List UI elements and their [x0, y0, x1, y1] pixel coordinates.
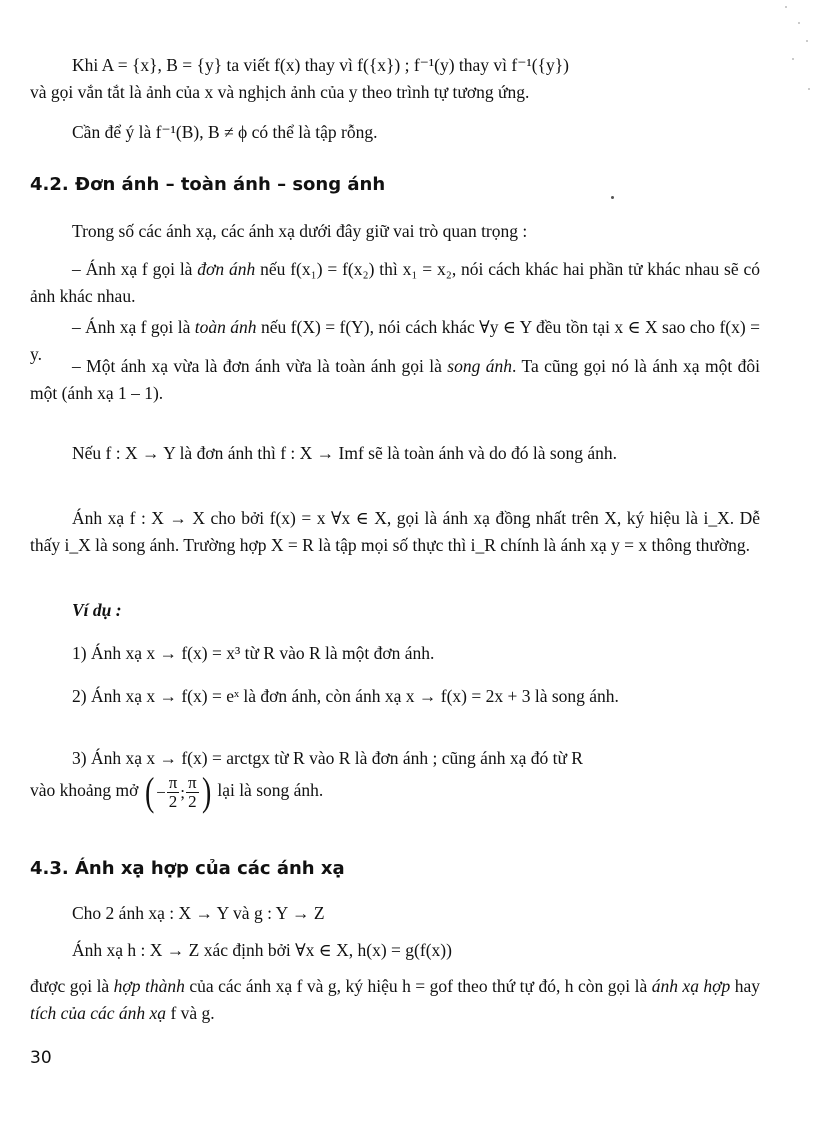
definition-injective [30, 256, 760, 310]
scan-speck [611, 196, 614, 199]
paragraph-imf: Nếu f : X → Y là đơn ánh thì f : X → Imf sẽ là toàn ánh và do đó là song ánh. [72, 443, 617, 463]
fraction-left-denominator: 2 [168, 791, 178, 811]
scan-speck [792, 58, 794, 60]
paragraph-identity-map: Ánh xạ f : X → X cho bởi f(x) = x ∀x ∈ X, gọi là ánh xạ đồng nhất trên X, ký hiệu là i_X. Dễ thấy i_X là song ánh. Trường hợp X = R là tập mọi số thực thì i_R chính là ánh xạ y = x thông thường. [30, 508, 760, 555]
example-3: 3) Ánh xạ x → f(x) = arctgx từ R vào R là đơn ánh ; cũng ánh xạ đó từ R [72, 748, 583, 768]
fraction-right [186, 774, 199, 811]
composition-pre: được gọi là [30, 976, 114, 996]
example-3-interval-post: lại là song ánh. [217, 780, 324, 801]
term-bijective: song ánh [447, 356, 513, 376]
example-3-interval-pre: vào khoảng mở [30, 780, 139, 801]
interval-separator: ; [180, 782, 186, 802]
minus-sign: − [156, 782, 166, 802]
definition-surjective-pre: – Ánh xạ f gọi là [72, 317, 195, 337]
term-composition: hợp thành [113, 976, 185, 996]
intro-line-1: Khi A = {x}, B = {y} ta viết f(x) thay vì f({x}) ; f⁻¹(y) thay vì f⁻¹({y}) [72, 55, 569, 75]
example-2: 2) Ánh xạ x → f(x) = eˣ là đơn ánh, còn ánh xạ x → f(x) = 2x + 3 là song ánh. [72, 686, 619, 706]
term-injective: đơn ánh [197, 259, 256, 279]
composition-post: f và g. [166, 1003, 215, 1023]
intro-line-2: và gọi vắn tắt là ảnh của x và nghịch ảnh của y theo trình tự tương ứng. [30, 82, 530, 102]
composition-mid-2: hay [730, 976, 761, 996]
scan-speck [785, 6, 787, 8]
section-4-3-paragraph-2: Ánh xạ h : X → Z xác định bởi ∀x ∈ X, h(x) = g(f(x)) [72, 940, 452, 960]
scan-speck [798, 22, 800, 24]
term-composite-map: ánh xạ hợp [651, 976, 731, 996]
section-4-3-paragraph-1: Cho 2 ánh xạ : X → Y và g : Y → Z [72, 903, 325, 923]
intro-paragraph-1 [30, 52, 760, 106]
section-heading-4-2: 4.2. Đơn ánh – toàn ánh – song ánh [30, 174, 386, 195]
scan-speck [808, 88, 810, 90]
fraction-left-numerator: π [168, 772, 178, 792]
example-label-text: Ví dụ : [72, 600, 122, 620]
section-heading-4-3: 4.3. Ánh xạ hợp của các ánh xạ [30, 858, 345, 879]
fraction-left [167, 774, 180, 811]
example-3-interval-line [30, 769, 760, 814]
definition-bijective [30, 353, 760, 407]
definition-surjective-post: nếu f(X) = f(Y), nói cách khác ∀y ∈ Y đều tồn tại x ∈ X sao cho f(x) = y. [30, 317, 760, 364]
example-label [30, 597, 760, 624]
definition-bijective-post: . Ta cũng gọi nó là ánh xạ một đôi một (ánh xạ 1 – 1). [30, 356, 760, 403]
scan-speck [806, 40, 808, 42]
composition-mid-1: của các ánh xạ f và g, ký hiệu h = gof theo thứ tự đó, h còn gọi là [184, 976, 652, 996]
definition-injective-pre: – Ánh xạ f gọi là [72, 259, 198, 279]
fraction-right-denominator: 2 [188, 791, 197, 811]
section-4-2-intro: Trong số các ánh xạ, các ánh xạ dưới đây giữ vai trò quan trọng : [72, 221, 528, 241]
term-surjective: toàn ánh [194, 317, 257, 337]
open-interval-formula: ( − $\frac{\pi}{2}$ ; $\frac{\pi}{2}$ ) [144, 769, 211, 814]
example-1: 1) Ánh xạ x → f(x) = x³ từ R vào R là một đơn ánh. [72, 643, 435, 663]
fraction-right-numerator: π [188, 772, 197, 792]
section-4-3-paragraph-3 [30, 973, 760, 1027]
intro-paragraph-2: Cần để ý là f⁻¹(B), B ≠ ϕ có thể là tập rỗng. [72, 122, 378, 142]
definition-bijective-pre: – Một ánh xạ vừa là đơn ánh vừa là toàn ánh gọi là [72, 356, 448, 376]
definition-injective-post: nếu f(x₁) = f(x₂) thì x₁ = x₂, nói cách khác hai phần tử khác nhau sẽ có ảnh khác nhau. [30, 259, 760, 306]
term-product-of-maps: tích của các ánh xạ [30, 1003, 167, 1023]
page-number: 30 [30, 1048, 52, 1068]
